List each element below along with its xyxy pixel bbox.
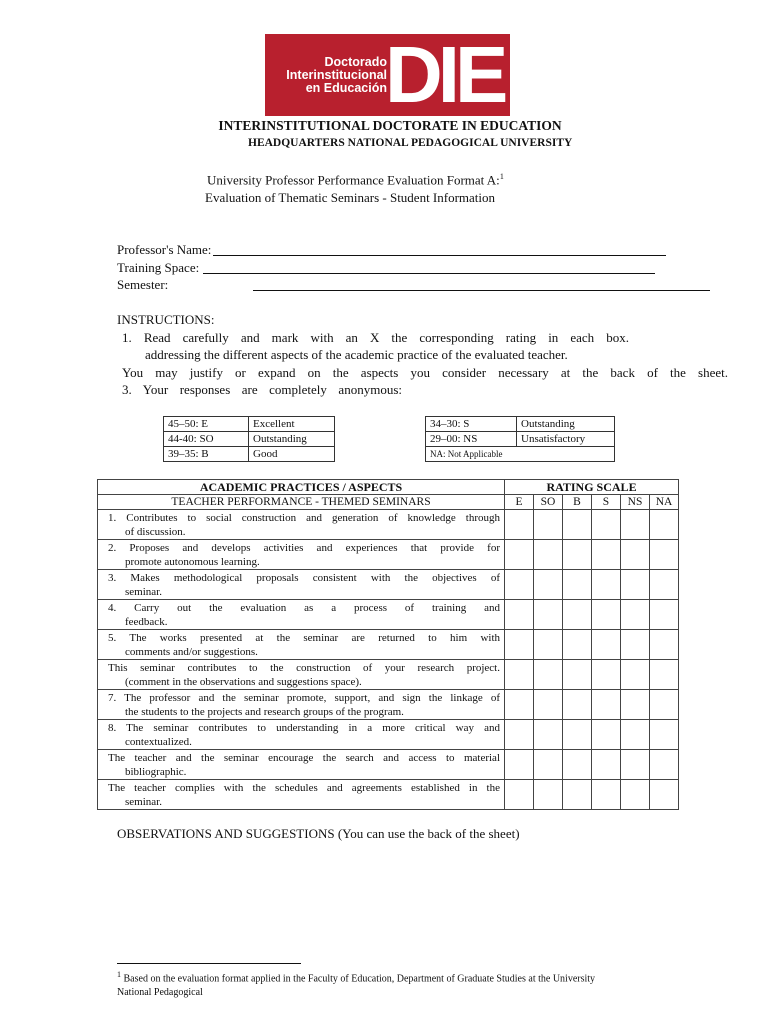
rating-cell-na[interactable]	[650, 600, 679, 630]
instruction-1-cont: addressing the different aspects of the academic practice of the evaluated teacher.	[145, 347, 568, 362]
legend-na: NA: Not Applicable	[426, 447, 615, 462]
aspect-text-cont: contextualized.	[125, 736, 192, 748]
document-title: INTERINSTITUTIONAL DOCTORATE IN EDUCATION	[218, 118, 562, 133]
aspects-header: ACADEMIC PRACTICES / ASPECTS	[98, 480, 505, 495]
aspect-text-cont: feedback.	[125, 616, 168, 628]
rating-cell-s[interactable]	[592, 510, 621, 540]
table-row	[98, 510, 679, 540]
legend-code: 45–50: E	[164, 417, 249, 432]
rating-cell-s[interactable]	[592, 690, 621, 720]
rating-cell-ns[interactable]	[621, 720, 650, 750]
rating-cell-e[interactable]	[505, 570, 534, 600]
aspect-cell	[98, 750, 505, 780]
rating-cell-ns[interactable]	[621, 660, 650, 690]
format-line-text: University Professor Performance Evaluation Format A:	[207, 172, 500, 188]
rating-cell-s[interactable]	[592, 720, 621, 750]
scale-na-header: NA	[650, 495, 679, 510]
legend-label: Unsatisfactory	[517, 432, 615, 447]
rating-cell-e[interactable]	[505, 720, 534, 750]
rating-cell-b[interactable]	[563, 630, 592, 660]
rating-cell-na[interactable]	[650, 510, 679, 540]
rating-cell-e[interactable]	[505, 600, 534, 630]
rating-cell-e[interactable]	[505, 780, 534, 810]
legend-row	[426, 432, 615, 447]
rating-cell-so[interactable]	[534, 780, 563, 810]
rating-cell-ns[interactable]	[621, 570, 650, 600]
rating-cell-s[interactable]	[592, 780, 621, 810]
table-row	[98, 750, 679, 780]
rating-cell-b[interactable]	[563, 720, 592, 750]
rating-cell-na[interactable]	[650, 720, 679, 750]
footnote-ref[interactable]: 1	[499, 172, 504, 181]
rating-cell-b[interactable]	[563, 750, 592, 780]
rating-cell-e[interactable]	[505, 690, 534, 720]
aspect-text-cont: seminar.	[125, 586, 162, 598]
aspect-text-cont: of discussion.	[125, 526, 186, 538]
aspect-text-cont: seminar.	[125, 796, 162, 808]
scale-so-header: SO	[534, 495, 563, 510]
aspect-cell	[98, 600, 505, 630]
rating-cell-so[interactable]	[534, 600, 563, 630]
aspect-cell	[98, 660, 505, 690]
rating-cell-ns[interactable]	[621, 750, 650, 780]
table-row	[98, 630, 679, 660]
rating-cell-b[interactable]	[563, 600, 592, 630]
aspect-text: 5. The works presented at the seminar are returned to him with	[108, 632, 500, 644]
rating-cell-ns[interactable]	[621, 600, 650, 630]
rating-cell-so[interactable]	[534, 690, 563, 720]
rating-cell-so[interactable]	[534, 660, 563, 690]
table-row	[98, 720, 679, 750]
legend-label: Good	[249, 447, 335, 462]
scale-ns-header: NS	[621, 495, 650, 510]
logo-line-1: Doctorado	[324, 55, 387, 69]
rating-cell-ns[interactable]	[621, 540, 650, 570]
aspect-text-cont: comments and/or suggestions.	[125, 646, 258, 658]
training-space-label: Training Space:	[117, 260, 200, 275]
format-line	[207, 172, 504, 188]
aspect-text: 2. Proposes and develops activities and experiences that provide for	[108, 542, 500, 554]
legend-code: 29–00: NS	[426, 432, 517, 447]
aspect-cell	[98, 630, 505, 660]
aspect-text: 4. Carry out the evaluation as a process of training and	[108, 602, 500, 614]
table-row	[98, 540, 679, 570]
aspect-cell	[98, 540, 505, 570]
observations-heading: OBSERVATIONS AND SUGGESTIONS (You can use the back of the sheet)	[117, 826, 520, 841]
scale-s-header: S	[592, 495, 621, 510]
rating-cell-s[interactable]	[592, 630, 621, 660]
table-row	[98, 780, 679, 810]
aspect-text: 1. Contributes to social construction and generation of knowledge through	[108, 512, 500, 524]
footnote-divider	[117, 963, 301, 964]
legend-label: Excellent	[249, 417, 335, 432]
legend-code: 39–35: B	[164, 447, 249, 462]
rating-cell-na[interactable]	[650, 780, 679, 810]
rating-cell-e[interactable]	[505, 630, 534, 660]
table-row	[98, 600, 679, 630]
rating-cell-so[interactable]	[534, 750, 563, 780]
rating-cell-e[interactable]	[505, 540, 534, 570]
footnote-number: 1	[117, 970, 121, 979]
training-space-field[interactable]	[203, 273, 655, 274]
rating-cell-na[interactable]	[650, 750, 679, 780]
logo-mark: DIE	[385, 30, 504, 119]
rating-cell-e[interactable]	[505, 660, 534, 690]
semester-label: Semester:	[117, 277, 169, 292]
table-row	[98, 570, 679, 600]
rating-cell-na[interactable]	[650, 570, 679, 600]
aspect-text: This seminar contributes to the construction of your research project.	[108, 662, 500, 674]
aspect-cell	[98, 570, 505, 600]
footnote	[117, 968, 677, 1000]
table-header-row	[98, 480, 679, 495]
aspect-cell	[98, 510, 505, 540]
legend-row	[164, 432, 335, 447]
scale-e-header: E	[505, 495, 534, 510]
rating-cell-na[interactable]	[650, 690, 679, 720]
instruction-2: You may justify or expand on the aspects you consider necessary at the back of the sheet.	[122, 365, 728, 380]
rating-cell-b[interactable]	[563, 780, 592, 810]
rating-cell-so[interactable]	[534, 510, 563, 540]
die-logo	[265, 30, 510, 119]
footnote-line-1: Based on the evaluation format applied in the Faculty of Education, Department of Graduate Studies at the University	[123, 973, 596, 985]
semester-field[interactable]	[253, 290, 710, 291]
rating-cell-b[interactable]	[563, 690, 592, 720]
aspect-cell	[98, 720, 505, 750]
legend-row	[426, 447, 615, 462]
rating-cell-so[interactable]	[534, 570, 563, 600]
aspect-cell	[98, 690, 505, 720]
scale-b-header: B	[563, 495, 592, 510]
aspect-text-cont: promote autonomous learning.	[125, 556, 260, 568]
legend-row	[164, 447, 335, 462]
instruction-1: 1. Read carefully and mark with an X the corresponding rating in each box.	[122, 330, 629, 345]
rating-cell-b[interactable]	[563, 510, 592, 540]
professor-name-field[interactable]	[213, 255, 666, 256]
legend-table-right	[425, 416, 615, 462]
rating-cell-b[interactable]	[563, 540, 592, 570]
rating-cell-ns[interactable]	[621, 630, 650, 660]
legend-code: 44-40: SO	[164, 432, 249, 447]
rating-cell-ns[interactable]	[621, 780, 650, 810]
aspect-text-cont: the students to the projects and research groups of the program.	[125, 706, 404, 718]
rating-cell-so[interactable]	[534, 540, 563, 570]
legend-label: Outstanding	[517, 417, 615, 432]
table-row	[98, 690, 679, 720]
rating-cell-na[interactable]	[650, 660, 679, 690]
legend-table-left	[163, 416, 335, 462]
rating-cell-s[interactable]	[592, 660, 621, 690]
professor-name-label: Professor's Name:	[117, 242, 212, 257]
rating-cell-so[interactable]	[534, 630, 563, 660]
aspect-text: 7. The professor and the seminar promote, support, and sign the linkage of	[108, 692, 500, 704]
document-subtitle: HEADQUARTERS NATIONAL PEDAGOGICAL UNIVERSITY	[248, 137, 573, 149]
legend-code: 34–30: S	[426, 417, 517, 432]
rating-cell-e[interactable]	[505, 510, 534, 540]
legend-label: Outstanding	[249, 432, 335, 447]
table-row	[98, 660, 679, 690]
legend-row	[426, 417, 615, 432]
aspect-text: The teacher and the seminar encourage the search and access to material	[108, 752, 500, 764]
rating-cell-so[interactable]	[534, 720, 563, 750]
aspect-text: The teacher complies with the schedules and agreements established in the	[108, 782, 500, 794]
format-subtitle: Evaluation of Thematic Seminars - Student Information	[205, 190, 496, 205]
table-subheader-row	[98, 495, 679, 510]
rating-cell-b[interactable]	[563, 660, 592, 690]
rating-cell-s[interactable]	[592, 600, 621, 630]
logo-line-2: Interinstitucional	[286, 68, 387, 82]
legend-row	[164, 417, 335, 432]
rating-cell-s[interactable]	[592, 750, 621, 780]
rating-cell-e[interactable]	[505, 750, 534, 780]
aspect-cell	[98, 780, 505, 810]
logo-line-3: en Educación	[305, 81, 387, 95]
rating-cell-s[interactable]	[592, 570, 621, 600]
logo-wordmark	[277, 56, 387, 95]
rating-cell-b[interactable]	[563, 570, 592, 600]
evaluation-table	[97, 479, 679, 810]
instruction-3: 3. Your responses are completely anonymous:	[122, 382, 402, 397]
rating-cell-ns[interactable]	[621, 690, 650, 720]
aspect-text: 8. The seminar contributes to understanding in a more critical way and	[108, 722, 500, 734]
aspect-text: 3. Makes methodological proposals consistent with the objectives of	[108, 572, 500, 584]
aspect-text-cont: bibliographic.	[125, 766, 187, 778]
rating-cell-na[interactable]	[650, 540, 679, 570]
footnote-line-2: National Pedagogical	[117, 987, 203, 999]
rating-cell-na[interactable]	[650, 630, 679, 660]
aspect-text-cont: (comment in the observations and suggestions space).	[125, 676, 362, 688]
rating-scale-header: RATING SCALE	[505, 480, 679, 495]
section-header: TEACHER PERFORMANCE - THEMED SEMINARS	[98, 495, 505, 510]
rating-cell-s[interactable]	[592, 540, 621, 570]
instructions-heading: INSTRUCTIONS:	[117, 312, 215, 327]
rating-cell-ns[interactable]	[621, 510, 650, 540]
